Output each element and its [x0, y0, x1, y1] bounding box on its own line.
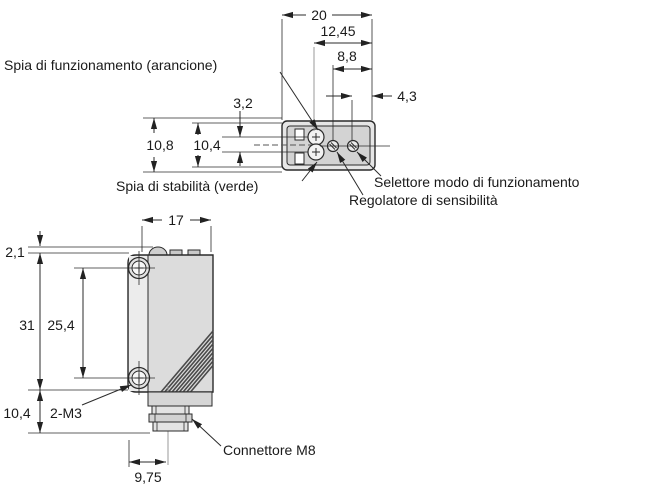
dim-hole-spacing: 25,4 [47, 317, 75, 333]
dim-side-body-height: 31 [19, 317, 35, 333]
dim-overall-width: 20 [311, 7, 327, 23]
dim-top-protrusion: 2,1 [5, 244, 25, 260]
m8-connector [148, 386, 212, 465]
sensor-body-side [128, 247, 213, 465]
sensor-body-top [254, 121, 390, 170]
label-sensitivity-adjuster: Regolatore di sensibilità [349, 192, 498, 208]
top-view [4, 7, 580, 208]
label-connector: Connettore M8 [223, 442, 316, 458]
dim-led-to-edge: 12,45 [320, 23, 356, 39]
dim-adjuster-to-edge: 8,8 [337, 48, 357, 64]
label-mounting-holes: 2-M3 [50, 405, 82, 421]
led-window-bottom [295, 153, 304, 164]
led-window-top [295, 129, 304, 140]
leader-connector [192, 419, 221, 446]
label-mode-selector: Selettore modo di funzionamento [374, 174, 580, 190]
label-stability-indicator: Spia di stabilità (verde) [116, 178, 259, 194]
leader-mounting-holes [82, 385, 131, 405]
dim-led-spacing: 3,2 [233, 95, 253, 111]
top-dome [149, 247, 167, 255]
dim-adjuster-spacing: 4,3 [397, 88, 417, 104]
operation-led [308, 129, 324, 145]
side-view [3, 212, 315, 485]
dim-body-height: 10,4 [193, 137, 221, 153]
dim-side-width: 17 [168, 212, 184, 228]
label-operation-indicator: Spia di funzionamento (arancione) [4, 57, 218, 73]
dim-connector-height: 10,4 [3, 405, 31, 421]
dim-connector-center-offset: 9,75 [134, 469, 162, 485]
dim-overall-height: 10,8 [146, 137, 174, 153]
top-tab-2 [188, 250, 200, 255]
top-tab-1 [170, 250, 182, 255]
